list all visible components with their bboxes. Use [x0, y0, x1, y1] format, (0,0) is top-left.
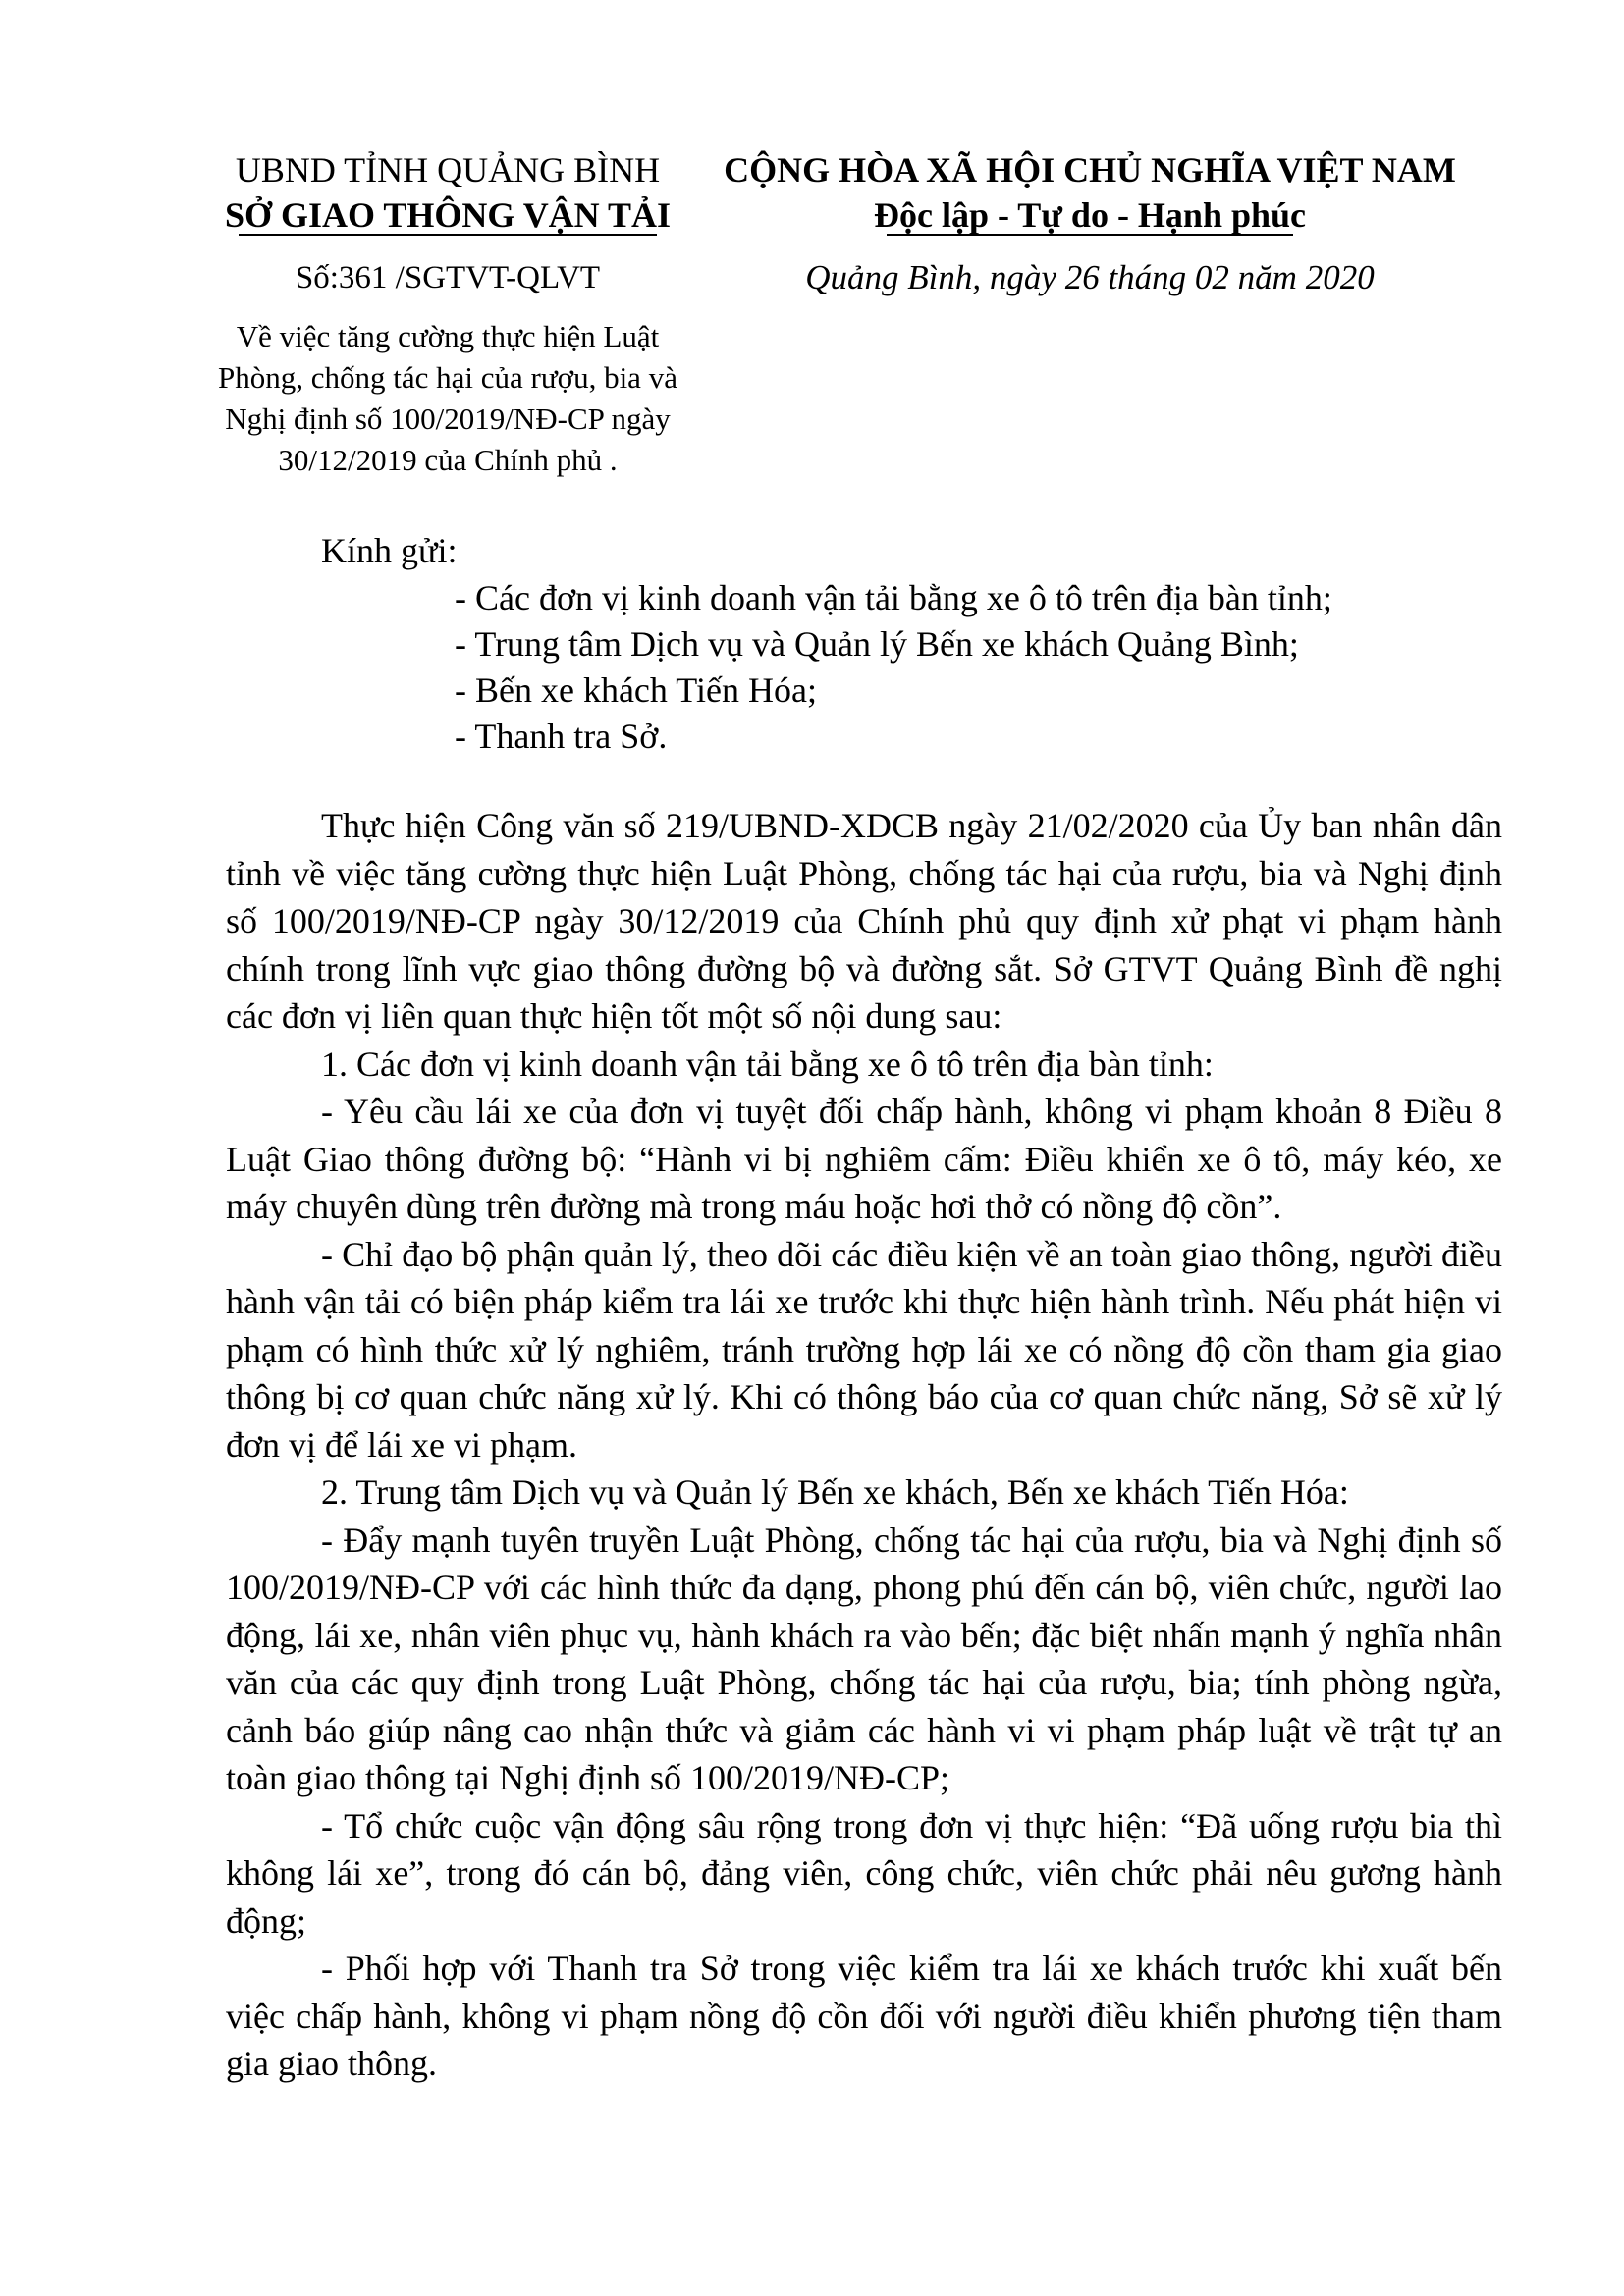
department-name	[192, 192, 703, 238]
document-body	[226, 802, 1502, 2088]
body-paragraph: - Phối hợp với Thanh tra Sở trong việc kiểm tra lái xe khách trước khi xuất bến việc chấp hành, không vi phạm nồng độ cồn đối với người điều khiển phương tiện tham gia giao thông.	[226, 1949, 1502, 2083]
body-paragraph: - Chỉ đạo bộ phận quản lý, theo dõi các điều kiện về an toàn giao thông, người điều hành vận tải có biện pháp kiểm tra lái xe trước khi thực hiện hành trình. Nếu phát hiện vi phạm có hình thức xử lý nghiêm, tránh trường hợp lái xe có nồng độ cồn tham gia giao thông bị cơ quan chức năng xử lý. Khi có thông báo của cơ quan chức năng, Sở sẽ xử lý đơn vị để lái xe vi phạm.	[226, 1234, 1502, 1465]
place-and-date: Quảng Bình, ngày 26 tháng 02 năm 2020	[805, 258, 1375, 296]
recipient-item: - Các đơn vị kinh doanh vận tải bằng xe ô tô trên địa bàn tỉnh;	[455, 578, 1332, 617]
section-heading: 1. Các đơn vị kinh doanh vận tải bằng xe ô tô trên địa bàn tỉnh:	[321, 1043, 1214, 1084]
province-committee-name: UBND TỈNH QUẢNG BÌNH	[235, 150, 661, 189]
body-paragraph: - Đẩy mạnh tuyên truyền Luật Phòng, chống tác hại của rượu, bia và Nghị định số 100/2019/NĐ-CP với các hình thức đa dạng, phong phú đến cán bộ, viên chức, người lao động, lái xe, nhân viên phục vụ, hành khách ra vào bến; đặc biệt nhấn mạnh ý nghĩa nhân văn của các quy định trong Luật Phòng, chống tác hại của rượu, bia; tính phòng ngừa, cảnh báo giúp nâng cao nhận thức và giảm các hành vi vi phạm pháp luật về trật tự an toàn giao thông tại Nghị định số 100/2019/NĐ-CP;	[226, 1520, 1502, 1797]
issuing-authority-block	[192, 147, 703, 481]
section-heading: 2. Trung tâm Dịch vụ và Quản lý Bến xe khách, Bến xe khách Tiến Hóa:	[321, 1472, 1349, 1512]
recipient-item: - Thanh tra Sở.	[455, 717, 668, 756]
department-name-text: SỞ GIAO THÔNG VẬN TẢI	[225, 192, 671, 238]
recipients-list	[455, 575, 1535, 760]
body-paragraph: Thực hiện Công văn số 219/UBND-XDCB ngày 21/02/2020 của Ủy ban nhân dân tỉnh về việc tăng cường thực hiện Luật Phòng, chống tác hại của rượu, bia và Nghị định số 100/2019/NĐ-CP ngày 30/12/2019 của Chính phủ quy định xử phạt vi phạm hành chính trong lĩnh vực giao thông đường bộ và đường sắt. Sở GTVT Quảng Bình đề nghị các đơn vị liên quan thực hiện tốt một số nội dung sau:	[226, 806, 1502, 1036]
document-number: Số:361 /SGTVT-QLVT	[295, 260, 601, 295]
document-subject: Về việc tăng cường thực hiện Luật Phòng, chống tác hại của rượu, bia và Nghị định số 100/2019/NĐ-CP ngày 30/12/2019 của Chính phủ .	[218, 319, 677, 477]
national-motto-text: Độc lập - Tự do - Hạnh phúc	[874, 192, 1306, 238]
recipients-label: Kính gửi:	[321, 531, 458, 570]
national-motto-block	[717, 147, 1463, 300]
body-paragraph: - Yêu cầu lái xe của đơn vị tuyệt đối chấp hành, không vi phạm khoản 8 Điều 8 Luật Giao thông đường bộ: “Hành vi bị nghiêm cấm: Điều khiển xe ô tô, máy kéo, xe máy chuyên dùng trên đường mà trong máu hoặc hơi thở có nồng độ cồn”.	[226, 1092, 1502, 1226]
recipient-item: - Bến xe khách Tiến Hóa;	[455, 670, 817, 710]
body-paragraph: - Tổ chức cuộc vận động sâu rộng trong đơn vị thực hiện: “Đã uống rượu bia thì không lái xe”, trong đó cán bộ, đảng viên, công chức, viên chức phải nêu gương hành động;	[226, 1805, 1502, 1941]
national-motto	[717, 192, 1463, 238]
recipient-item: - Trung tâm Dịch vụ và Quản lý Bến xe khách Quảng Bình;	[455, 624, 1299, 664]
country-name: CỘNG HÒA XÃ HỘI CHỦ NGHĨA VIỆT NAM	[724, 150, 1456, 189]
